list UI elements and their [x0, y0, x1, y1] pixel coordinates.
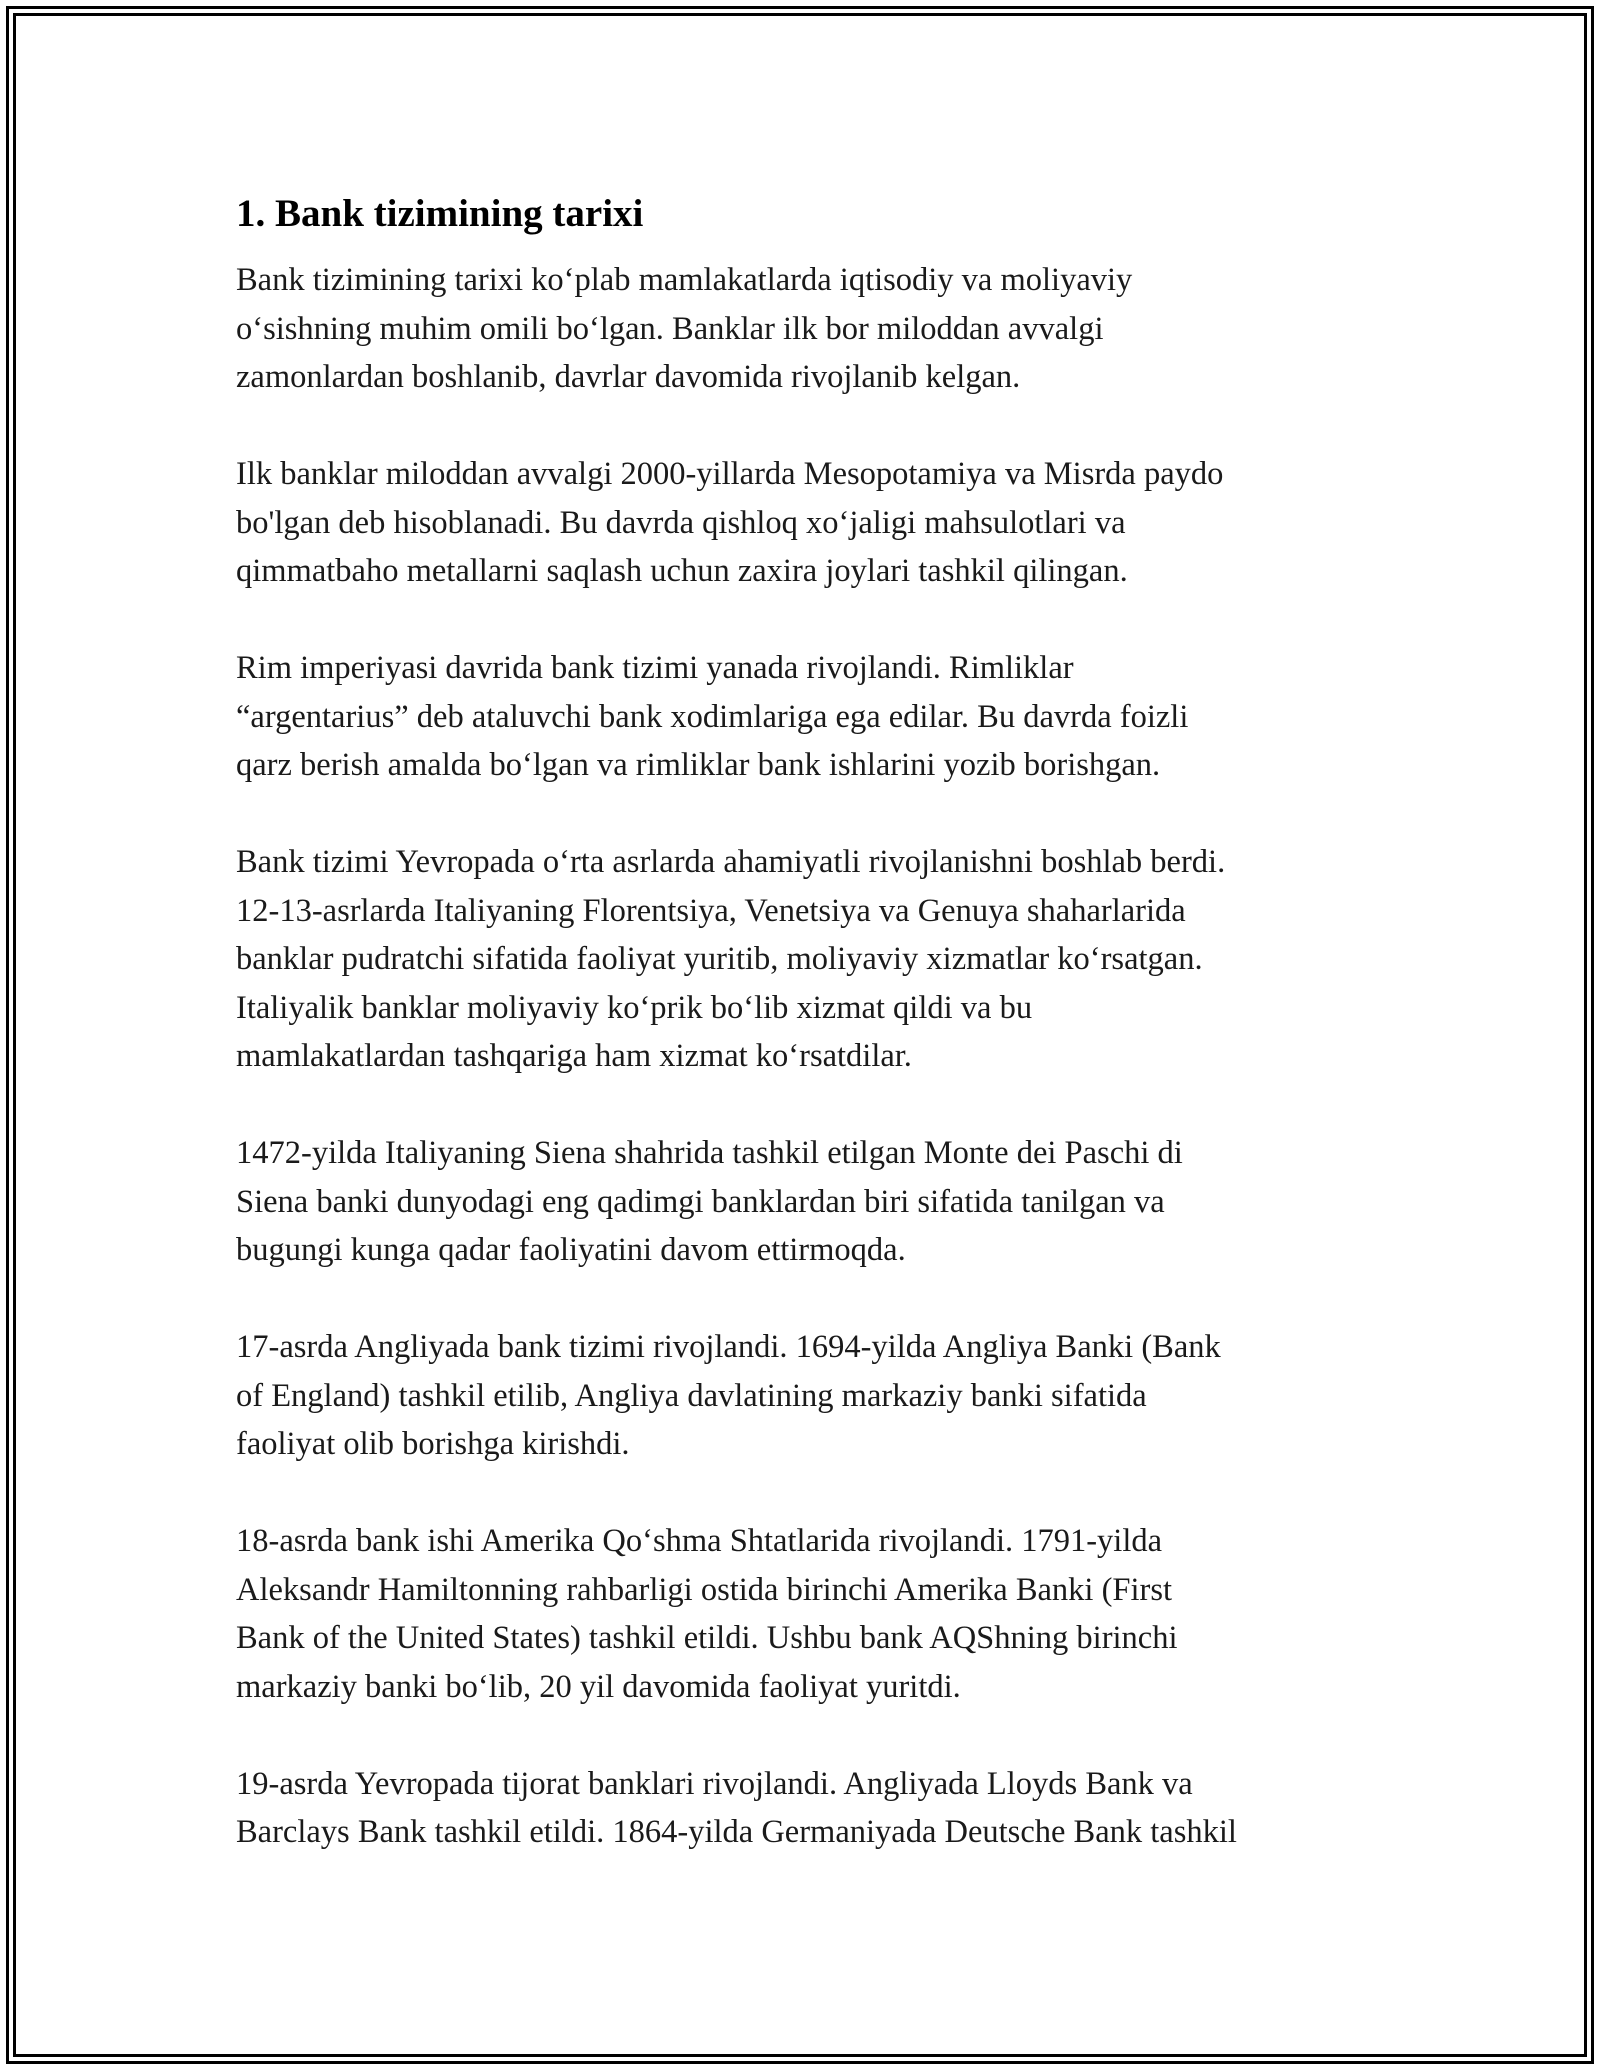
- text-line: o‘sishning muhim omili bo‘lgan. Banklar ilk bor miloddan avvalgi: [236, 310, 1104, 347]
- text-line: faoliyat olib borishga kirishdi.: [236, 1426, 630, 1462]
- paragraph: [236, 1129, 1406, 1275]
- paragraph: [236, 256, 1406, 402]
- document-body: [236, 188, 1406, 1905]
- text-line: 19-asrda Yevropada tijorat banklari rivojlandi. Angliyada Lloyds Bank va: [236, 1765, 1193, 1802]
- text-line: 18-asrda bank ishi Amerika Qo‘shma Shtatlarida rivojlandi. 1791-yilda: [236, 1523, 1163, 1559]
- text-line: qimmatbaho metallarni saqlash uchun zaxira joylari tashkil qilingan.: [236, 553, 1128, 589]
- text-line: markaziy banki bo‘lib, 20 yil davomida faoliyat yuritdi.: [236, 1668, 961, 1705]
- text-line: zamonlardan boshlanib, davrlar davomida rivojlanib kelgan.: [236, 359, 1021, 395]
- text-line: 17-asrda Angliyada bank tizimi rivojlandi. 1694-yilda Angliya Banki (Bank: [236, 1329, 1221, 1365]
- text-line: qarz berish amalda bo‘lgan va rimliklar bank ishlarini yozib borishgan.: [236, 747, 1161, 783]
- paragraph: [236, 1760, 1406, 1857]
- text-line: “argentarius” deb ataluvchi bank xodimlariga ega edilar. Bu davrda foizli: [236, 698, 1189, 735]
- paragraph: [236, 1517, 1406, 1711]
- text-line: Barclays Bank tashkil etildi. 1864-yilda Germaniyada Deutsche Bank tashkil: [236, 1814, 1237, 1850]
- text-line: Bank of the United States) tashkil etildi. Ushbu bank AQShning birinchi: [236, 1620, 1178, 1656]
- text-line: mamlakatlardan tashqariga ham xizmat ko‘rsatdilar.: [236, 1038, 912, 1074]
- text-line: Aleksandr Hamiltonning rahbarligi ostida birinchi Amerika Banki (First: [236, 1571, 1173, 1608]
- text-line: Rim imperiyasi davrida bank tizimi yanada rivojlandi. Rimliklar: [236, 650, 1074, 686]
- paragraph: [236, 838, 1406, 1081]
- text-line: Siena banki dunyodagi eng qadimgi banklardan biri sifatida tanilgan va: [236, 1183, 1165, 1220]
- section-heading: 1. Bank tizimining tarixi: [236, 192, 644, 235]
- text-line: Bank tizimi Yevropada o‘rta asrlarda ahamiyatli rivojlanishni boshlab berdi.: [236, 844, 1226, 880]
- paragraph: [236, 644, 1406, 790]
- text-line: of England) tashkil etilib, Angliya davlatining markaziy banki sifatida: [236, 1377, 1147, 1414]
- text-line: Ilk banklar miloddan avvalgi 2000-yillarda Mesopotamiya va Misrda paydo: [236, 456, 1224, 492]
- text-line: bo'lgan deb hisoblanadi. Bu davrda qishloq xo‘jaligi mahsulotlari va: [236, 504, 1126, 541]
- text-line: banklar pudratchi sifatida faoliyat yuritib, moliyaviy xizmatlar ko‘rsatgan.: [236, 941, 1203, 977]
- text-line: Bank tizimining tarixi ko‘plab mamlakatlarda iqtisodiy va moliyaviy: [236, 262, 1133, 298]
- paragraph: [236, 1323, 1406, 1469]
- text-line: 12-13-asrlarda Italiyaning Florentsiya, Venetsiya va Genuya shaharlarida: [236, 892, 1186, 929]
- text-line: 1472-yilda Italiyaning Siena shahrida tashkil etilgan Monte dei Paschi di: [236, 1135, 1183, 1171]
- text-line: Italiyalik banklar moliyaviy ko‘prik bo‘lib xizmat qildi va bu: [236, 989, 1033, 1026]
- paragraph: [236, 450, 1406, 596]
- text-line: bugungi kunga qadar faoliyatini davom ettirmoqda.: [236, 1232, 906, 1268]
